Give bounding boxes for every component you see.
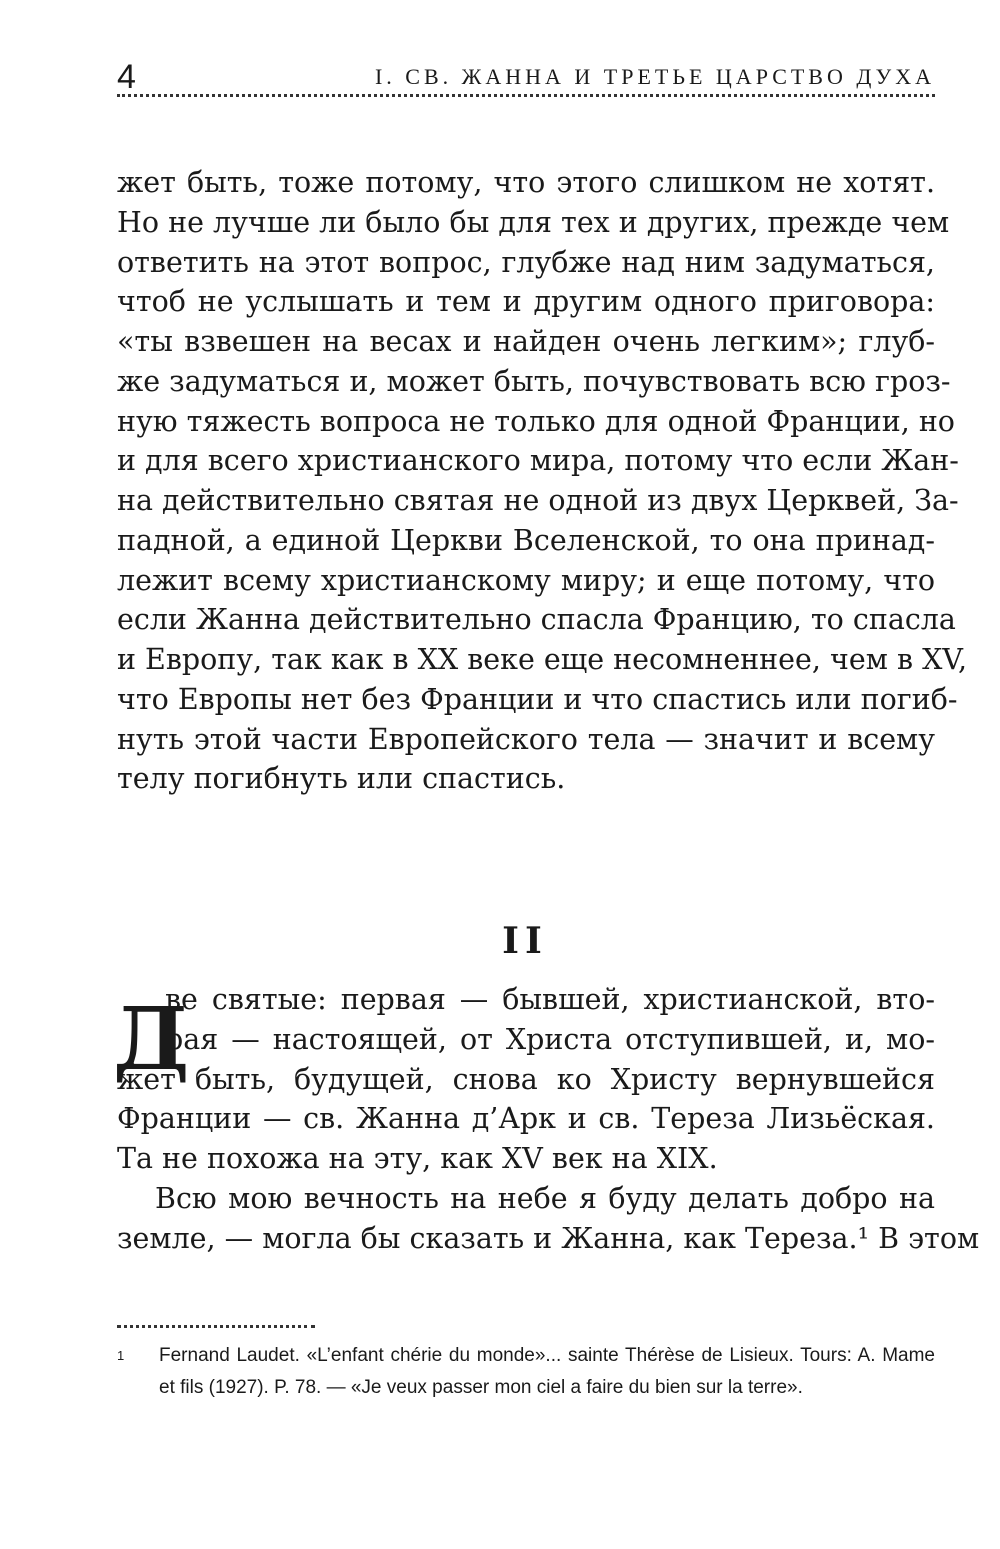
header-divider xyxy=(117,94,935,97)
text-line: что Европы нет без Франции и что спастись или погиб- xyxy=(117,682,958,716)
text-line: «ты взвешен на весах и найден очень легким»; глуб- xyxy=(117,325,935,358)
page-number: 4 xyxy=(117,58,136,96)
text-line: если Жанна действительно спасла Францию, то спасла xyxy=(117,603,956,637)
text-line: ответить на этот вопрос, глубже над ним задуматься, xyxy=(117,245,935,279)
text-line: Всю мою вечность на небе я буду делать добро на xyxy=(155,1181,935,1215)
text-line: Франции — св. Жанна д’Арк и св. Тереза Лизьёская. xyxy=(117,1102,935,1136)
text-line: ве святые: первая — бывшей, христианской, вто- xyxy=(165,983,935,1016)
text-line: телу погибнуть или спастись. xyxy=(117,762,566,796)
text-line: ную тяжесть вопроса не только для одной Франции, но xyxy=(117,404,955,438)
text-line: лежит всему христианскому миру; и еще потому, что xyxy=(117,563,935,597)
drop-cap: Д xyxy=(113,989,190,1090)
text-line: чтоб не услышать и тем и другим одного приговора: xyxy=(117,285,935,319)
text-line: и для всего христианского мира, потому что если Жан- xyxy=(117,444,959,478)
footnote xyxy=(117,1340,935,1403)
text-line: падной, а единой Церкви Вселенской, то она принад- xyxy=(117,523,935,557)
footnote-divider xyxy=(117,1325,315,1328)
footnote-mark: 1 xyxy=(117,1348,125,1363)
paragraph-2 xyxy=(117,980,980,1258)
text-line: и Европу, так как в XX веке еще несомненнее, чем в XV, xyxy=(117,643,968,676)
text-line: Та не похожа на эту, как XV век на XIX. xyxy=(117,1142,718,1175)
text-line: же задуматься и, может быть, почувствовать всю гроз- xyxy=(117,364,951,398)
text-line: жет быть, будущей, снова ко Христу вернувшейся xyxy=(117,1062,935,1096)
footnote-text: Fernand Laudet. «L’enfant chérie du monde»... sainte Thérèse de Lisieux. Tours: A. Mame et fils (1927). P. 78. — «Je veux passer mon ciel a faire du bien sur la terre». xyxy=(159,1345,935,1398)
text-line: Но не лучше ли было бы для тех и других, прежде чем xyxy=(117,205,950,239)
section-heading: II xyxy=(502,920,548,962)
text-line: жет быть, тоже потому, что этого слишком не хотят. xyxy=(117,166,935,199)
text-line: земле, — могла бы сказать и Жанна, как Тереза.¹ В этом xyxy=(117,1221,980,1255)
paragraph-1 xyxy=(117,163,968,799)
text-line: на действительно святая не одной из двух Церквей, За- xyxy=(117,484,959,517)
running-title: I. СВ. ЖАННА И ТРЕТЬЕ ЦАРСТВО ДУХА xyxy=(374,64,935,89)
text-line: нуть этой части Европейского тела — значит и всему xyxy=(117,722,935,756)
text-line: рая — настоящей, от Христа отступившей, и, мо- xyxy=(165,1022,935,1056)
